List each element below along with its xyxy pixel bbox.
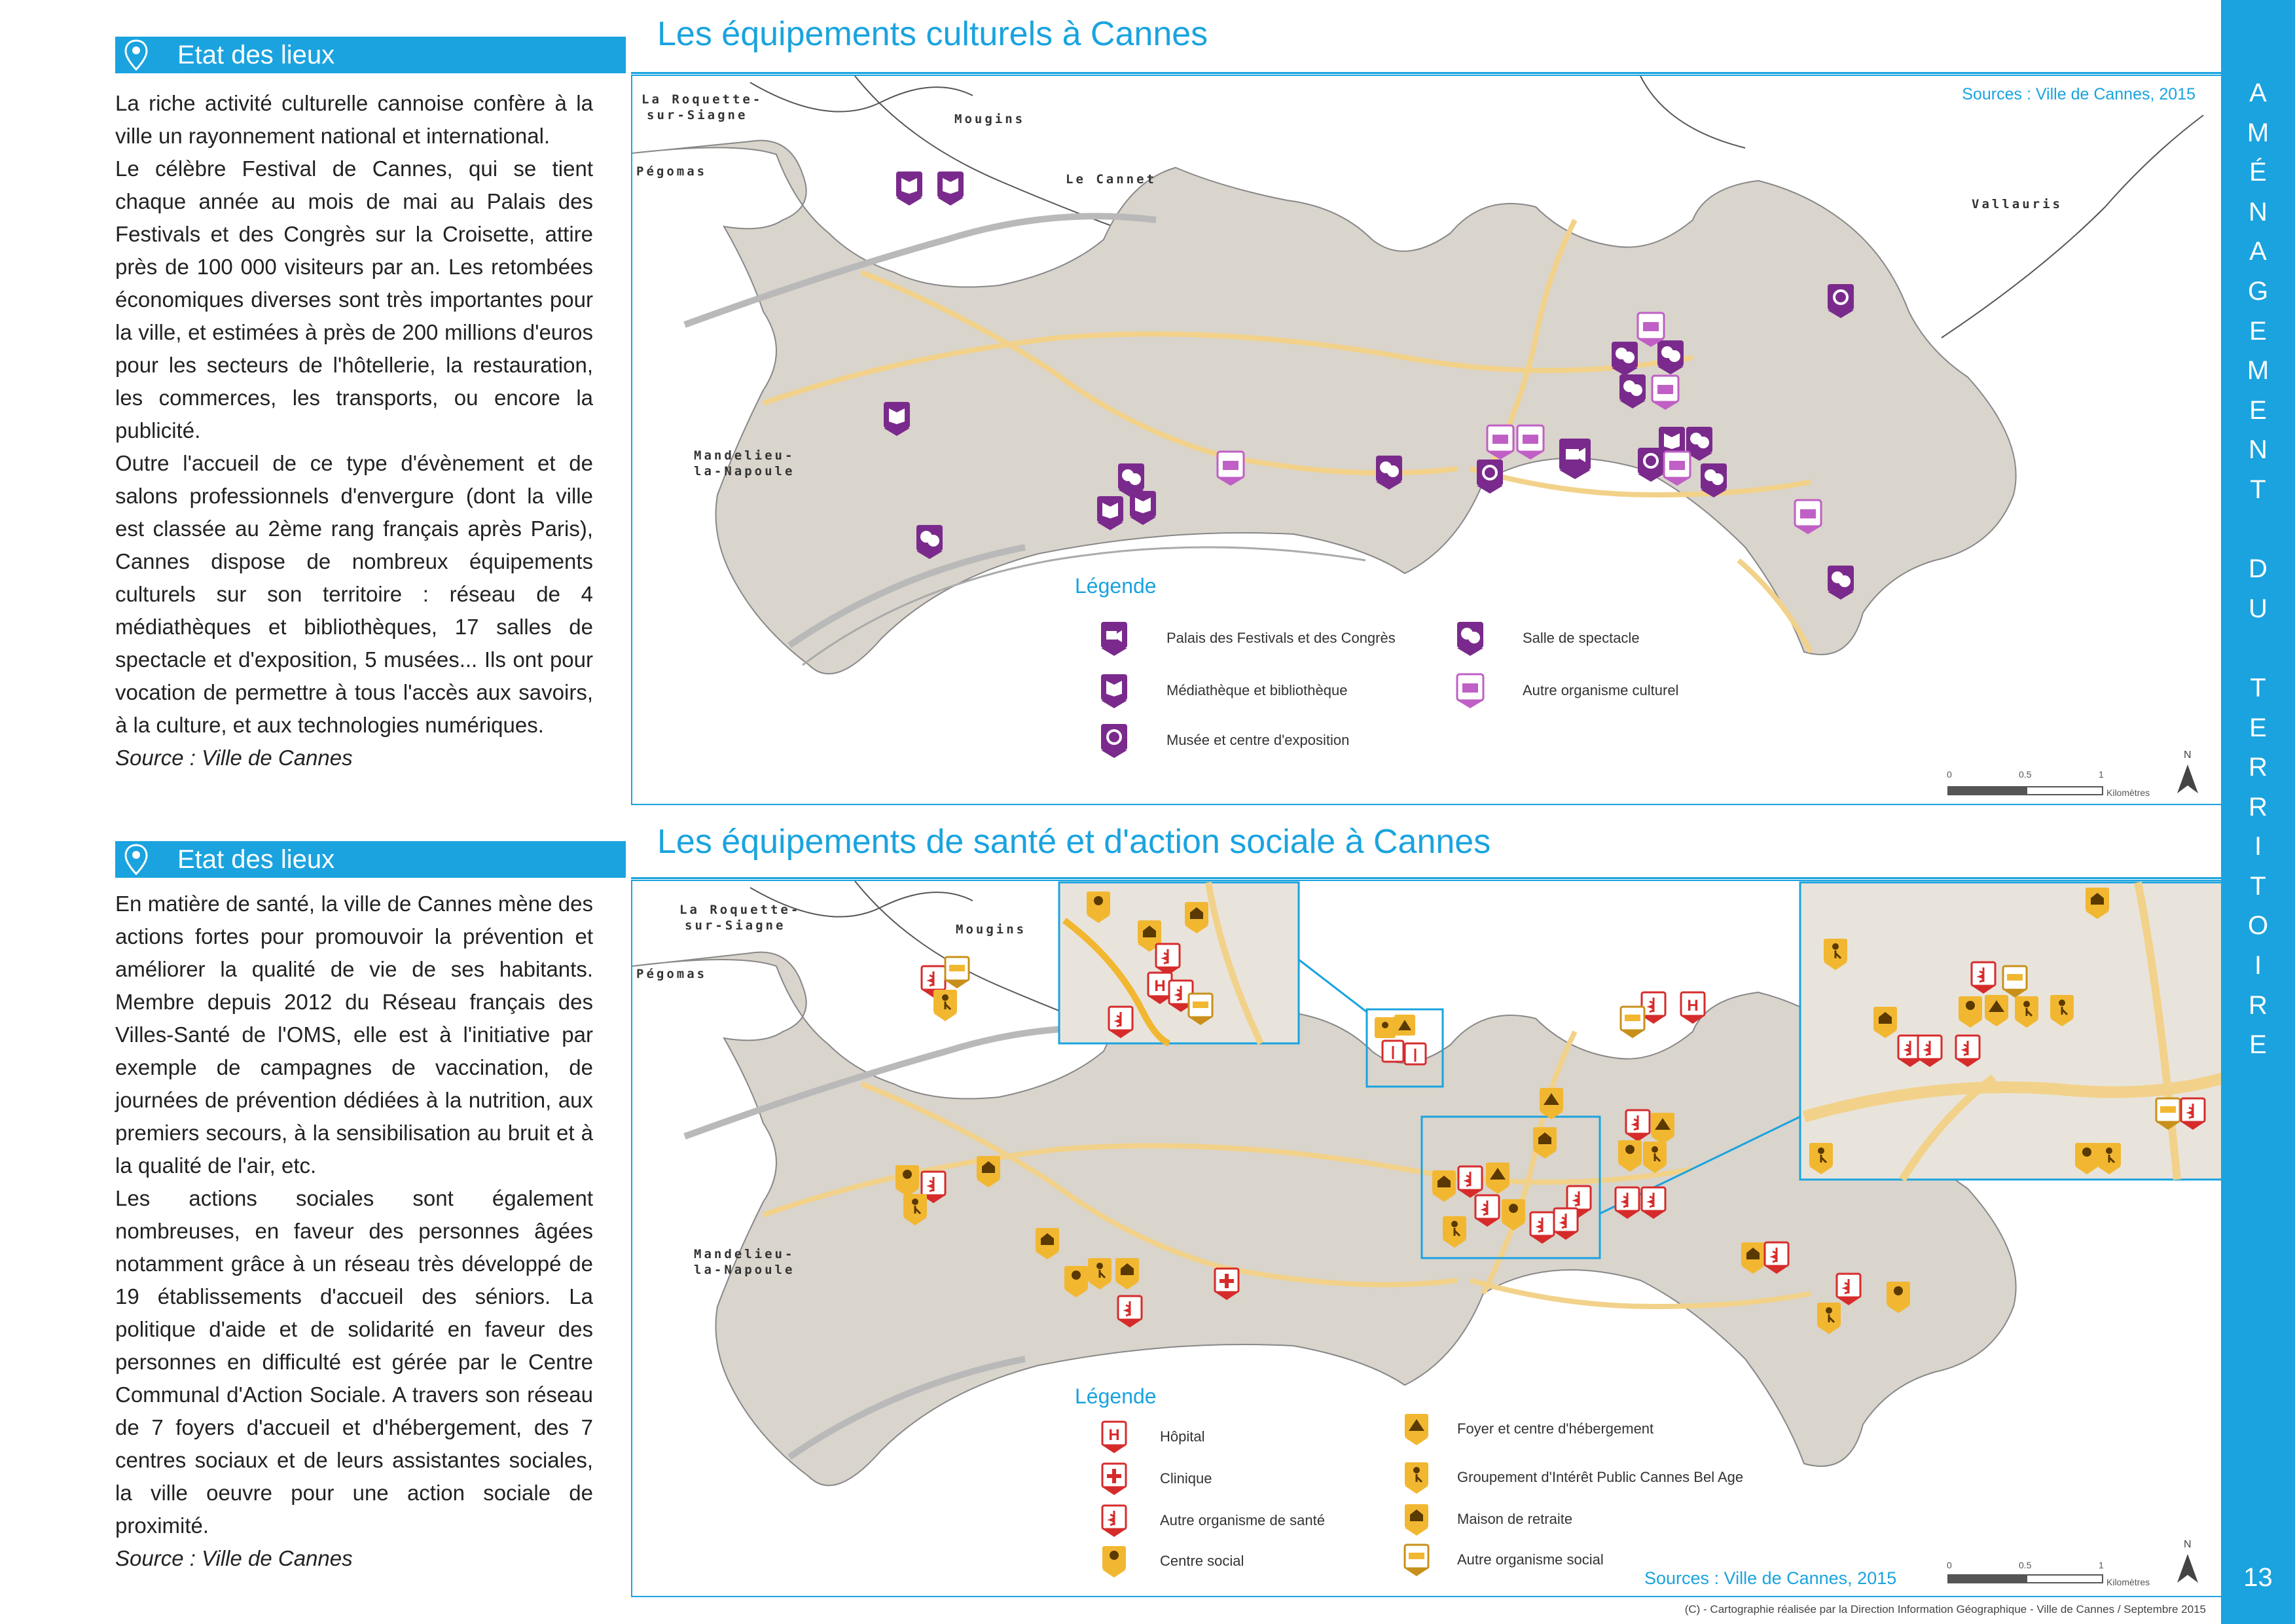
section2-header	[115, 841, 626, 878]
scale-unit: Kilomètres	[2106, 787, 2150, 798]
legend-label: Autre organisme social	[1457, 1551, 1604, 1568]
side-bar-letter: A	[2249, 237, 2267, 266]
section1-header	[115, 37, 626, 73]
legend-label: Centre social	[1160, 1553, 1244, 1569]
legend-label: Hôpital	[1160, 1428, 1205, 1445]
section1-header-label: Etat des lieux	[177, 41, 335, 69]
section2-paragraph: En matière de santé, la ville de Cannes mène des actions fortes pour promouvoir la prévention et améliorer la qualité de vie de ses habitants. Membre depuis 2012 du Réseau français des Villes-Santé de l'OMS, elle est à l'initiative par exemple de campagnes de vaccination, de journées de prévention dédiées à la nutrition, aux premiers secours, à la sensibilisation au bruit et à la qualité de l'air, etc.	[115, 892, 593, 1178]
side-bar-letter: T	[2250, 475, 2266, 504]
side-bar-letter	[2221, 628, 2295, 668]
section2-header-label: Etat des lieux	[177, 845, 335, 874]
scale-unit: Kilomètres	[2106, 1577, 2150, 1587]
side-bar-letter: A	[2249, 79, 2267, 107]
map2-title-line	[631, 877, 2221, 879]
place-label: Mougins	[956, 922, 1027, 937]
place-label: sur-Siagne	[647, 108, 748, 122]
side-bar-letter: O	[2247, 911, 2269, 941]
side-bar-letter: E	[2249, 395, 2267, 425]
map1-legend-title: Légende	[1075, 574, 1157, 598]
place-label: sur-Siagne	[685, 918, 786, 933]
caduceus-icon	[1382, 1041, 1403, 1062]
section1-paragraph: Outre l'accueil de ce type d'évènement et de salons professionnels d'envergure (dont la ville est classée au 2ème rang français après Paris), Cannes dispose de nombreux équipements culturels sur son territoire : réseau de 4 médiathèques et bibliothèques, 17 salles de spectacle et d'exposition, 5 musées... Ils ont pour vocation de permettre à tous l'accès aux savoirs, à la culture, et aux technologies numériques.	[115, 451, 593, 737]
legend-label: Salle de spectacle	[1523, 630, 1640, 646]
north-label: N	[2184, 1539, 2192, 1550]
place-label: Mandelieu-	[694, 448, 795, 463]
page-number: 13	[2243, 1563, 2273, 1592]
side-bar-letter: T	[2250, 871, 2266, 901]
legend-label: Autre organisme culturel	[1523, 682, 1679, 698]
svg-text:H: H	[1108, 1426, 1120, 1444]
legend-label: Médiathèque et bibliothèque	[1166, 682, 1348, 698]
section2-paragraph: Les actions sociales sont également nombreuses, en faveur des personnes âgées notamment grâce à un réseau très développé de 19 établissements d'accueil des séniors. La politique d'aide et de solidarité en faveur des personnes en difficulté est gérée par le Centre Communal d'Action Sociale. A travers son réseau de 7 foyers d'accueil et d'hébergement, des 7 centres sociaux et de leurs assistantes sociales, la ville oeuvre pour une action sociale de proximité.	[115, 1186, 593, 1538]
place-label: Pégomas	[636, 967, 708, 981]
place-label: Mougins	[954, 112, 1026, 126]
svg-text:H: H	[1687, 997, 1699, 1015]
place-label: la-Napoule	[694, 464, 795, 478]
shelter-icon	[1394, 1015, 1415, 1036]
side-bar-letter: N	[2249, 435, 2268, 465]
side-bar-letter: R	[2249, 990, 2268, 1020]
scale-tick: 0	[1947, 769, 1952, 780]
elderly-icon	[1375, 1017, 1396, 1038]
legend-label: Autre organisme de santé	[1160, 1512, 1325, 1528]
section1-text	[115, 87, 593, 774]
place-label: la-Napoule	[694, 1263, 795, 1277]
legend-label: Musée et centre d'exposition	[1166, 732, 1350, 748]
side-bar-letter: E	[2249, 316, 2267, 346]
scale-tick: 0	[1947, 1560, 1952, 1570]
map2-sources: Sources : Ville de Cannes, 2015	[1644, 1568, 1897, 1588]
place-label: Pégomas	[636, 164, 708, 179]
scale-tick: 1	[2099, 1560, 2104, 1570]
map-pin-icon	[123, 844, 149, 875]
side-bar-letter: U	[2249, 594, 2268, 623]
side-bar-letter: E	[2249, 1030, 2267, 1060]
map2-svg	[632, 881, 2228, 1596]
map1-sources: Sources : Ville de Cannes, 2015	[1962, 85, 2196, 103]
side-bar-letter: E	[2249, 713, 2267, 742]
map2-legend-title: Légende	[1075, 1384, 1157, 1408]
side-bar-letter: É	[2249, 158, 2267, 187]
side-bar-letter: G	[2247, 276, 2269, 306]
map1-svg	[632, 76, 2228, 804]
section2-source: Source : Ville de Cannes	[115, 1546, 353, 1570]
scale-tick: 0.5	[2019, 769, 2032, 780]
section1-paragraph: Le célèbre Festival de Cannes, qui se tient chaque année au mois de mai au Palais des Festivals et des Congrès sur la Croisette, attire près de 100 000 visiteurs par an. Les retombées économiques diverses sont très importantes pour la ville, et estimées à près de 200 millions d'euros pour les secteurs de l'hôtellerie, la restauration, les commerces, les transports, ou encore la publicité.	[115, 156, 593, 442]
side-bar-letter: M	[2247, 118, 2269, 147]
map2-frame	[631, 880, 2229, 1597]
legend-label: Palais des Festivals et des Congrès	[1166, 630, 1396, 646]
place-label: Vallauris	[1972, 197, 2063, 211]
svg-text:H: H	[1154, 977, 1166, 995]
side-bar-letter: N	[2249, 197, 2268, 226]
side-bar	[2221, 0, 2295, 1624]
legend-label: Foyer et centre d'hébergement	[1457, 1420, 1654, 1437]
place-label: Mandelieu-	[694, 1247, 795, 1261]
side-bar-letter: T	[2250, 673, 2266, 702]
north-label: N	[2184, 749, 2192, 761]
place-label: La Roquette-	[642, 92, 763, 107]
side-bar-letter: D	[2249, 554, 2268, 584]
side-bar-letter: I	[2254, 951, 2262, 981]
legend-label: Groupement d'Intérêt Public Cannes Bel Age	[1457, 1469, 1744, 1485]
side-bar-letter: I	[2254, 832, 2262, 861]
side-bar-letter: R	[2249, 792, 2268, 821]
side-bar-letter: M	[2247, 356, 2269, 386]
scale-tick: 0.5	[2019, 1560, 2032, 1570]
map1-title-line	[631, 72, 2221, 74]
side-bar-letter: R	[2249, 753, 2268, 782]
place-label: La Roquette-	[679, 903, 801, 917]
place-label: Le Cannet	[1066, 172, 1157, 187]
side-bar-letter	[2221, 510, 2295, 550]
map1-frame	[631, 75, 2229, 805]
section1-source: Source : Ville de Cannes	[115, 746, 353, 770]
map2-title: Les équipements de santé et d'action sociale à Cannes	[657, 823, 1491, 861]
map-credit: (C) - Cartographie réalisée par la Direction Information Géographique - Ville de Cannes / Septembre 2015	[1684, 1603, 2206, 1615]
section1-paragraph: La riche activité culturelle cannoise confère à la ville un rayonnement national et international.	[115, 91, 593, 148]
map-pin-icon	[123, 39, 149, 71]
map1-title: Les équipements culturels à Cannes	[657, 15, 1208, 53]
side-bar-title	[2221, 73, 2295, 1065]
scale-tick: 1	[2099, 769, 2104, 780]
section2-text	[115, 888, 593, 1575]
legend-label: Clinique	[1160, 1470, 1212, 1487]
caduceus-icon	[1405, 1043, 1426, 1064]
legend-label: Maison de retraite	[1457, 1511, 1573, 1527]
